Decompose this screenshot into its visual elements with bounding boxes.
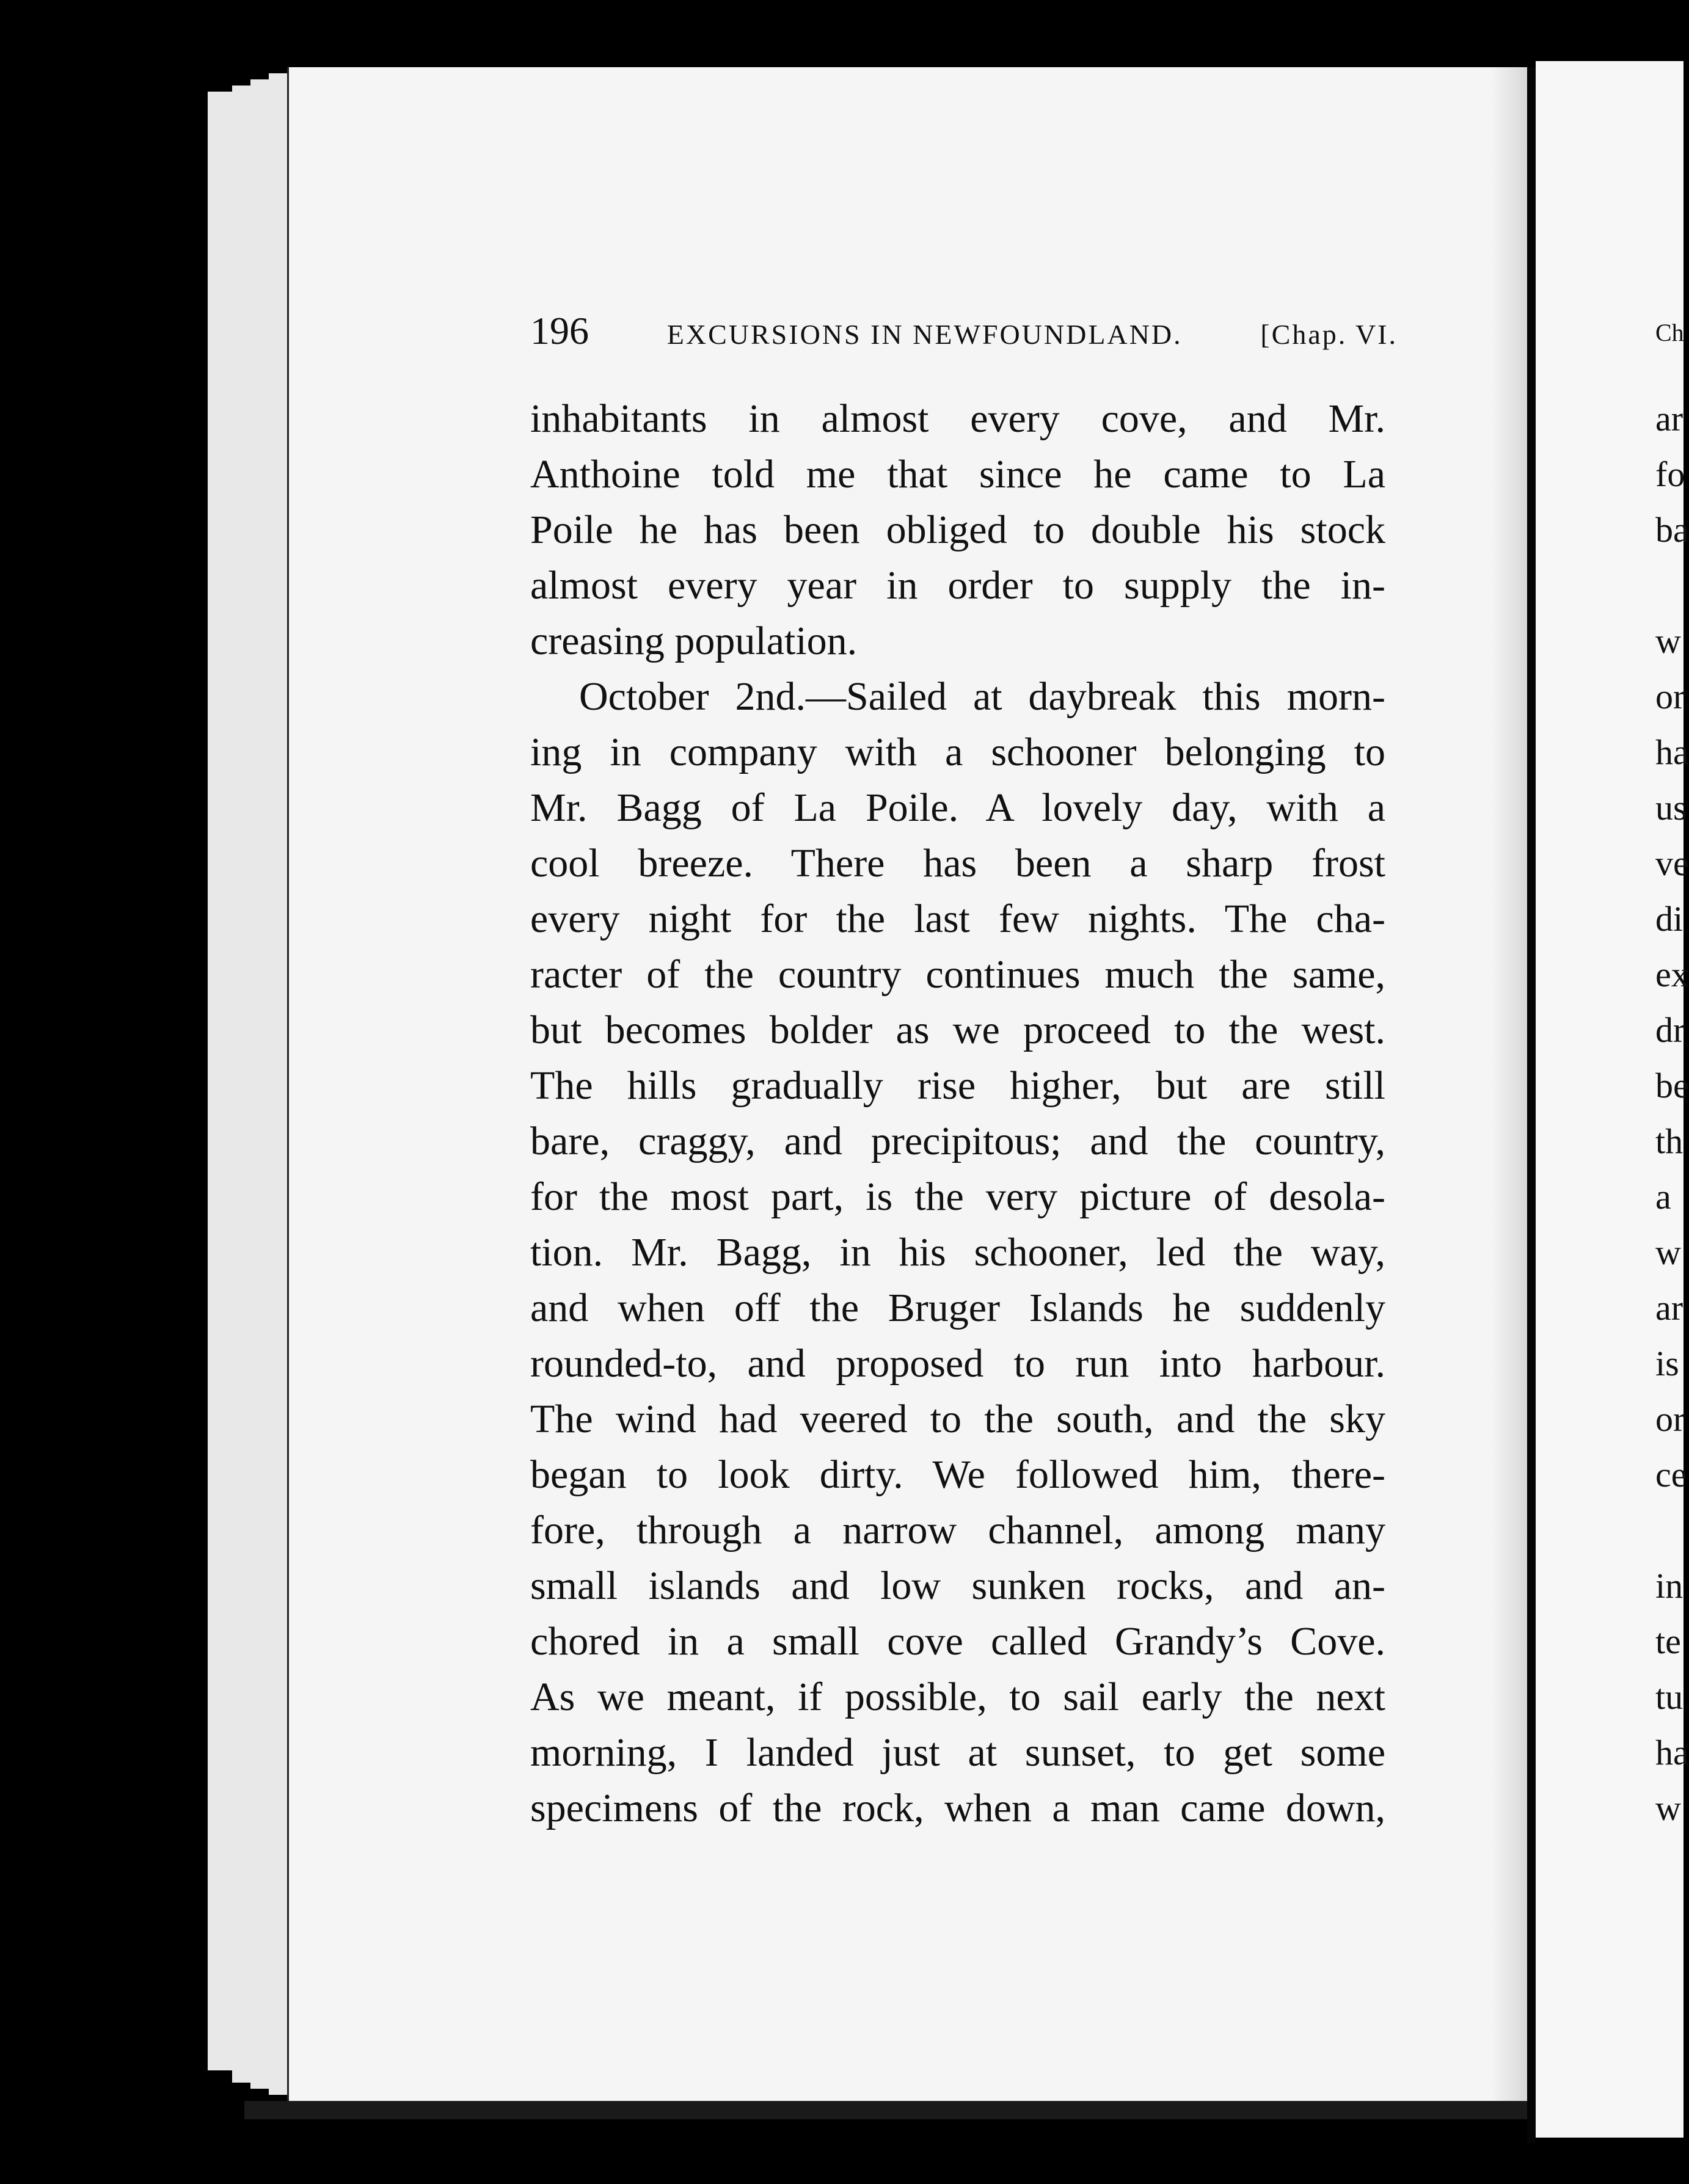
text-line: small islands and low sunken rocks, and an- (530, 1563, 1385, 1608)
text-line: every night for the last few nights. The cha- (530, 897, 1385, 941)
text-line: cool breeze. There has been a sharp frost (530, 841, 1385, 886)
text-line: Poile he has been obliged to double his stock (530, 508, 1385, 552)
facing-line-fragment: ce (1655, 1455, 1687, 1494)
facing-line-fragment: th (1655, 1121, 1684, 1161)
text-line: specimens of the rock, when a man came down, (530, 1786, 1385, 1830)
facing-line-fragment: ar (1655, 1288, 1684, 1328)
text-line: and when off the Bruger Islands he suddenly (530, 1286, 1385, 1330)
text-line: bare, craggy, and precipitous; and the country, (530, 1119, 1385, 1163)
facing-line-fragment: dr (1655, 1010, 1685, 1050)
facing-line-fragment: a (1655, 1177, 1671, 1217)
page-edge (269, 73, 288, 2095)
gutter-shadow (1490, 67, 1527, 2101)
text-line: began to look dirty. We followed him, there- (530, 1452, 1385, 1497)
text-line: As we meant, if possible, to sail early the next (530, 1675, 1385, 1719)
facing-line-fragment: us (1655, 788, 1687, 828)
text-line: fore, through a narrow channel, among many (530, 1508, 1385, 1552)
facing-line-fragment: or (1655, 1399, 1685, 1439)
text-line: morning, I landed just at sunset, to get some (530, 1730, 1385, 1775)
page-bottom-edge (244, 2101, 1527, 2119)
gutter-line (1527, 67, 1536, 2144)
facing-line-fragment: ve (1655, 843, 1689, 883)
facing-running-head: Ch (1655, 319, 1684, 346)
facing-line-fragment: w (1655, 1232, 1681, 1272)
running-head (530, 308, 1398, 357)
chapter-label: [Chap. VI. (1260, 319, 1398, 350)
facing-line-fragment: ex (1655, 955, 1689, 994)
running-title: EXCURSIONS IN NEWFOUNDLAND. (666, 319, 1183, 350)
facing-line-fragment: in (1655, 1566, 1684, 1606)
text-line: inhabitants in almost every cove, and Mr. (530, 396, 1385, 441)
text-line: tion. Mr. Bagg, in his schooner, led the way, (530, 1230, 1385, 1275)
text-line: The wind had veered to the south, and the sky (530, 1397, 1385, 1441)
page-edge (232, 86, 252, 2083)
page-edge (208, 92, 233, 2070)
text-line: October 2nd.—Sailed at daybreak this morn- (579, 674, 1385, 719)
facing-page-text (1655, 308, 1689, 1836)
facing-line-fragment: di (1655, 899, 1684, 939)
text-line: but becomes bolder as we proceed to the west. (530, 1008, 1385, 1052)
facing-line-fragment: is (1655, 1344, 1679, 1383)
text-line: chored in a small cove called Grandy’s Cove. (530, 1619, 1385, 1664)
text-line: ing in company with a schooner belonging to (530, 730, 1385, 774)
facing-line-fragment: ba (1655, 510, 1689, 550)
facing-line-fragment: w (1655, 621, 1681, 661)
text-line: racter of the country continues much the same, (530, 952, 1385, 997)
text-line: creasing population. (530, 619, 858, 663)
facing-line-fragment: te (1655, 1622, 1681, 1661)
text-line: Anthoine told me that since he came to La (530, 452, 1385, 497)
facing-line-fragment: or (1655, 677, 1685, 716)
text-line: almost every year in order to supply the in- (530, 563, 1385, 608)
facing-line-fragment: be (1655, 1066, 1689, 1105)
text-line: rounded-to, and proposed to run into harbour. (530, 1341, 1385, 1386)
facing-line-fragment: fo (1655, 454, 1685, 494)
facing-line-fragment: ar (1655, 399, 1684, 439)
facing-line-fragment: tu (1655, 1677, 1684, 1717)
text-line: The hills gradually rise higher, but are still (530, 1063, 1385, 1108)
facing-line-fragment: ha (1655, 1733, 1689, 1772)
facing-line-fragment: ha (1655, 732, 1689, 772)
text-line: Mr. Bagg of La Poile. A lovely day, with a (530, 785, 1385, 830)
facing-line-fragment: w (1655, 1788, 1681, 1828)
body-text (530, 391, 1385, 1836)
text-line: for the most part, is the very picture of desola- (530, 1174, 1385, 1219)
page-number: 196 (530, 309, 589, 352)
page-edge (250, 79, 270, 2089)
